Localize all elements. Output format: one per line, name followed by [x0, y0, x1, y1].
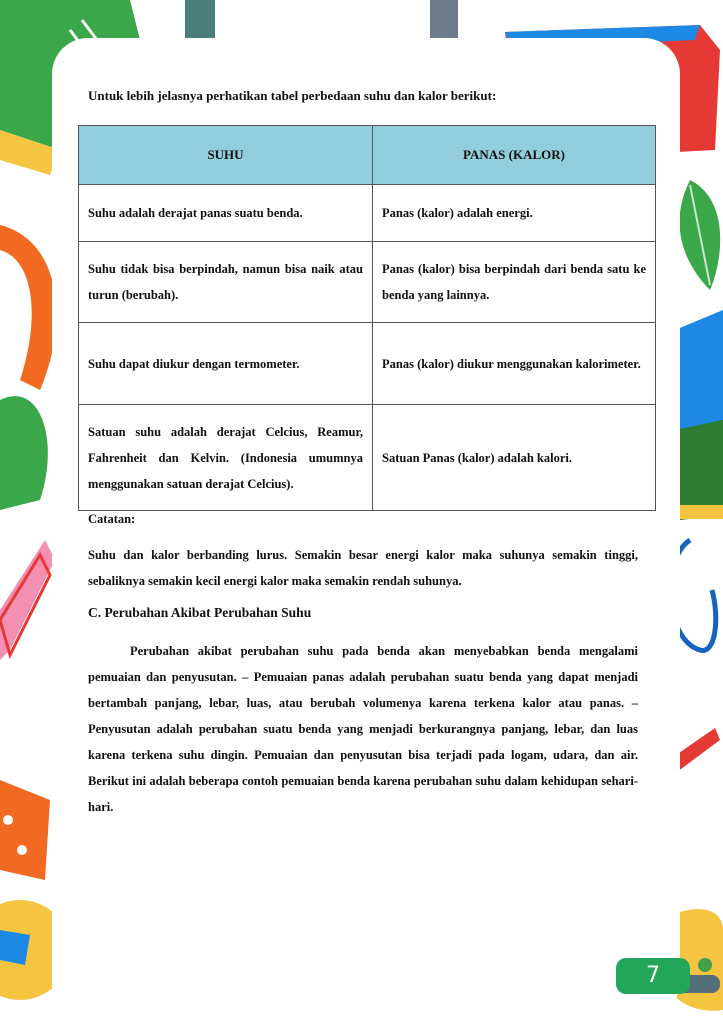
- header-suhu: SUHU: [79, 126, 373, 185]
- table-cell: Suhu adalah derajat panas suatu benda.: [79, 185, 373, 242]
- body-paragraph: Perubahan akibat perubahan suhu pada benda akan menyebabkan benda mengalami pemuaian dan penyusutan. – Pemuaian panas adalah perubahan suatu benda yang dapat menjadi bertambah panjang, lebar, luas, atau berubah volumenya karena terkena kalor atau panas. – Penyusutan adalah perubahan suatu benda yang menjadi berkurangnya panjang, lebar, dan luas karena terkena suhu dingin. Pemuaian dan penyusutan bisa terjadi pada logam, udara, dan air. Berikut ini adalah beberapa contoh pemuaian benda karena perubahan suhu dalam kehidupan sehari-hari.: [88, 644, 638, 814]
- table-cell: Suhu tidak bisa berpindah, namun bisa naik atau turun (berubah).: [79, 242, 373, 323]
- table-cell: Panas (kalor) bisa berpindah dari benda satu ke benda yang lainnya.: [373, 242, 656, 323]
- table-row: [79, 405, 656, 511]
- note-label: Catatan:: [88, 512, 136, 526]
- table-cell: Satuan Panas (kalor) adalah kalori.: [373, 405, 656, 511]
- note-text: Suhu dan kalor berbanding lurus. Semakin besar energi kalor maka suhunya semakin tinggi, sebaliknya semakin kecil energi kalor maka semakin rendah suhunya.: [88, 548, 638, 588]
- comparison-table: [78, 125, 656, 511]
- table-row: [79, 242, 656, 323]
- ruler-icon: [0, 540, 55, 660]
- table-header-row: [79, 126, 656, 185]
- table-cell: Panas (kalor) adalah energi.: [373, 185, 656, 242]
- table-cell: Satuan suhu adalah derajat Celcius, Reamur, Fahrenheit dan Kelvin. (Indonesia umumnya menggunakan satuan derajat Celcius).: [79, 405, 373, 511]
- text-body: [88, 506, 638, 820]
- header-kalor: PANAS (KALOR): [373, 126, 656, 185]
- intro-text: Untuk lebih jelasnya perhatikan tabel perbedaan suhu dan kalor berikut:: [88, 88, 497, 103]
- section-title: C. Perubahan Akibat Perubahan Suhu: [88, 605, 312, 620]
- table-row: [79, 185, 656, 242]
- table-cell: Panas (kalor) diukur menggunakan kalorimeter.: [373, 323, 656, 405]
- page-number: 7: [616, 958, 690, 994]
- table-row: [79, 323, 656, 405]
- blue-book-icon: [675, 310, 723, 440]
- table-cell: Suhu dapat diukur dengan termometer.: [79, 323, 373, 405]
- protractor-icon: [0, 225, 56, 390]
